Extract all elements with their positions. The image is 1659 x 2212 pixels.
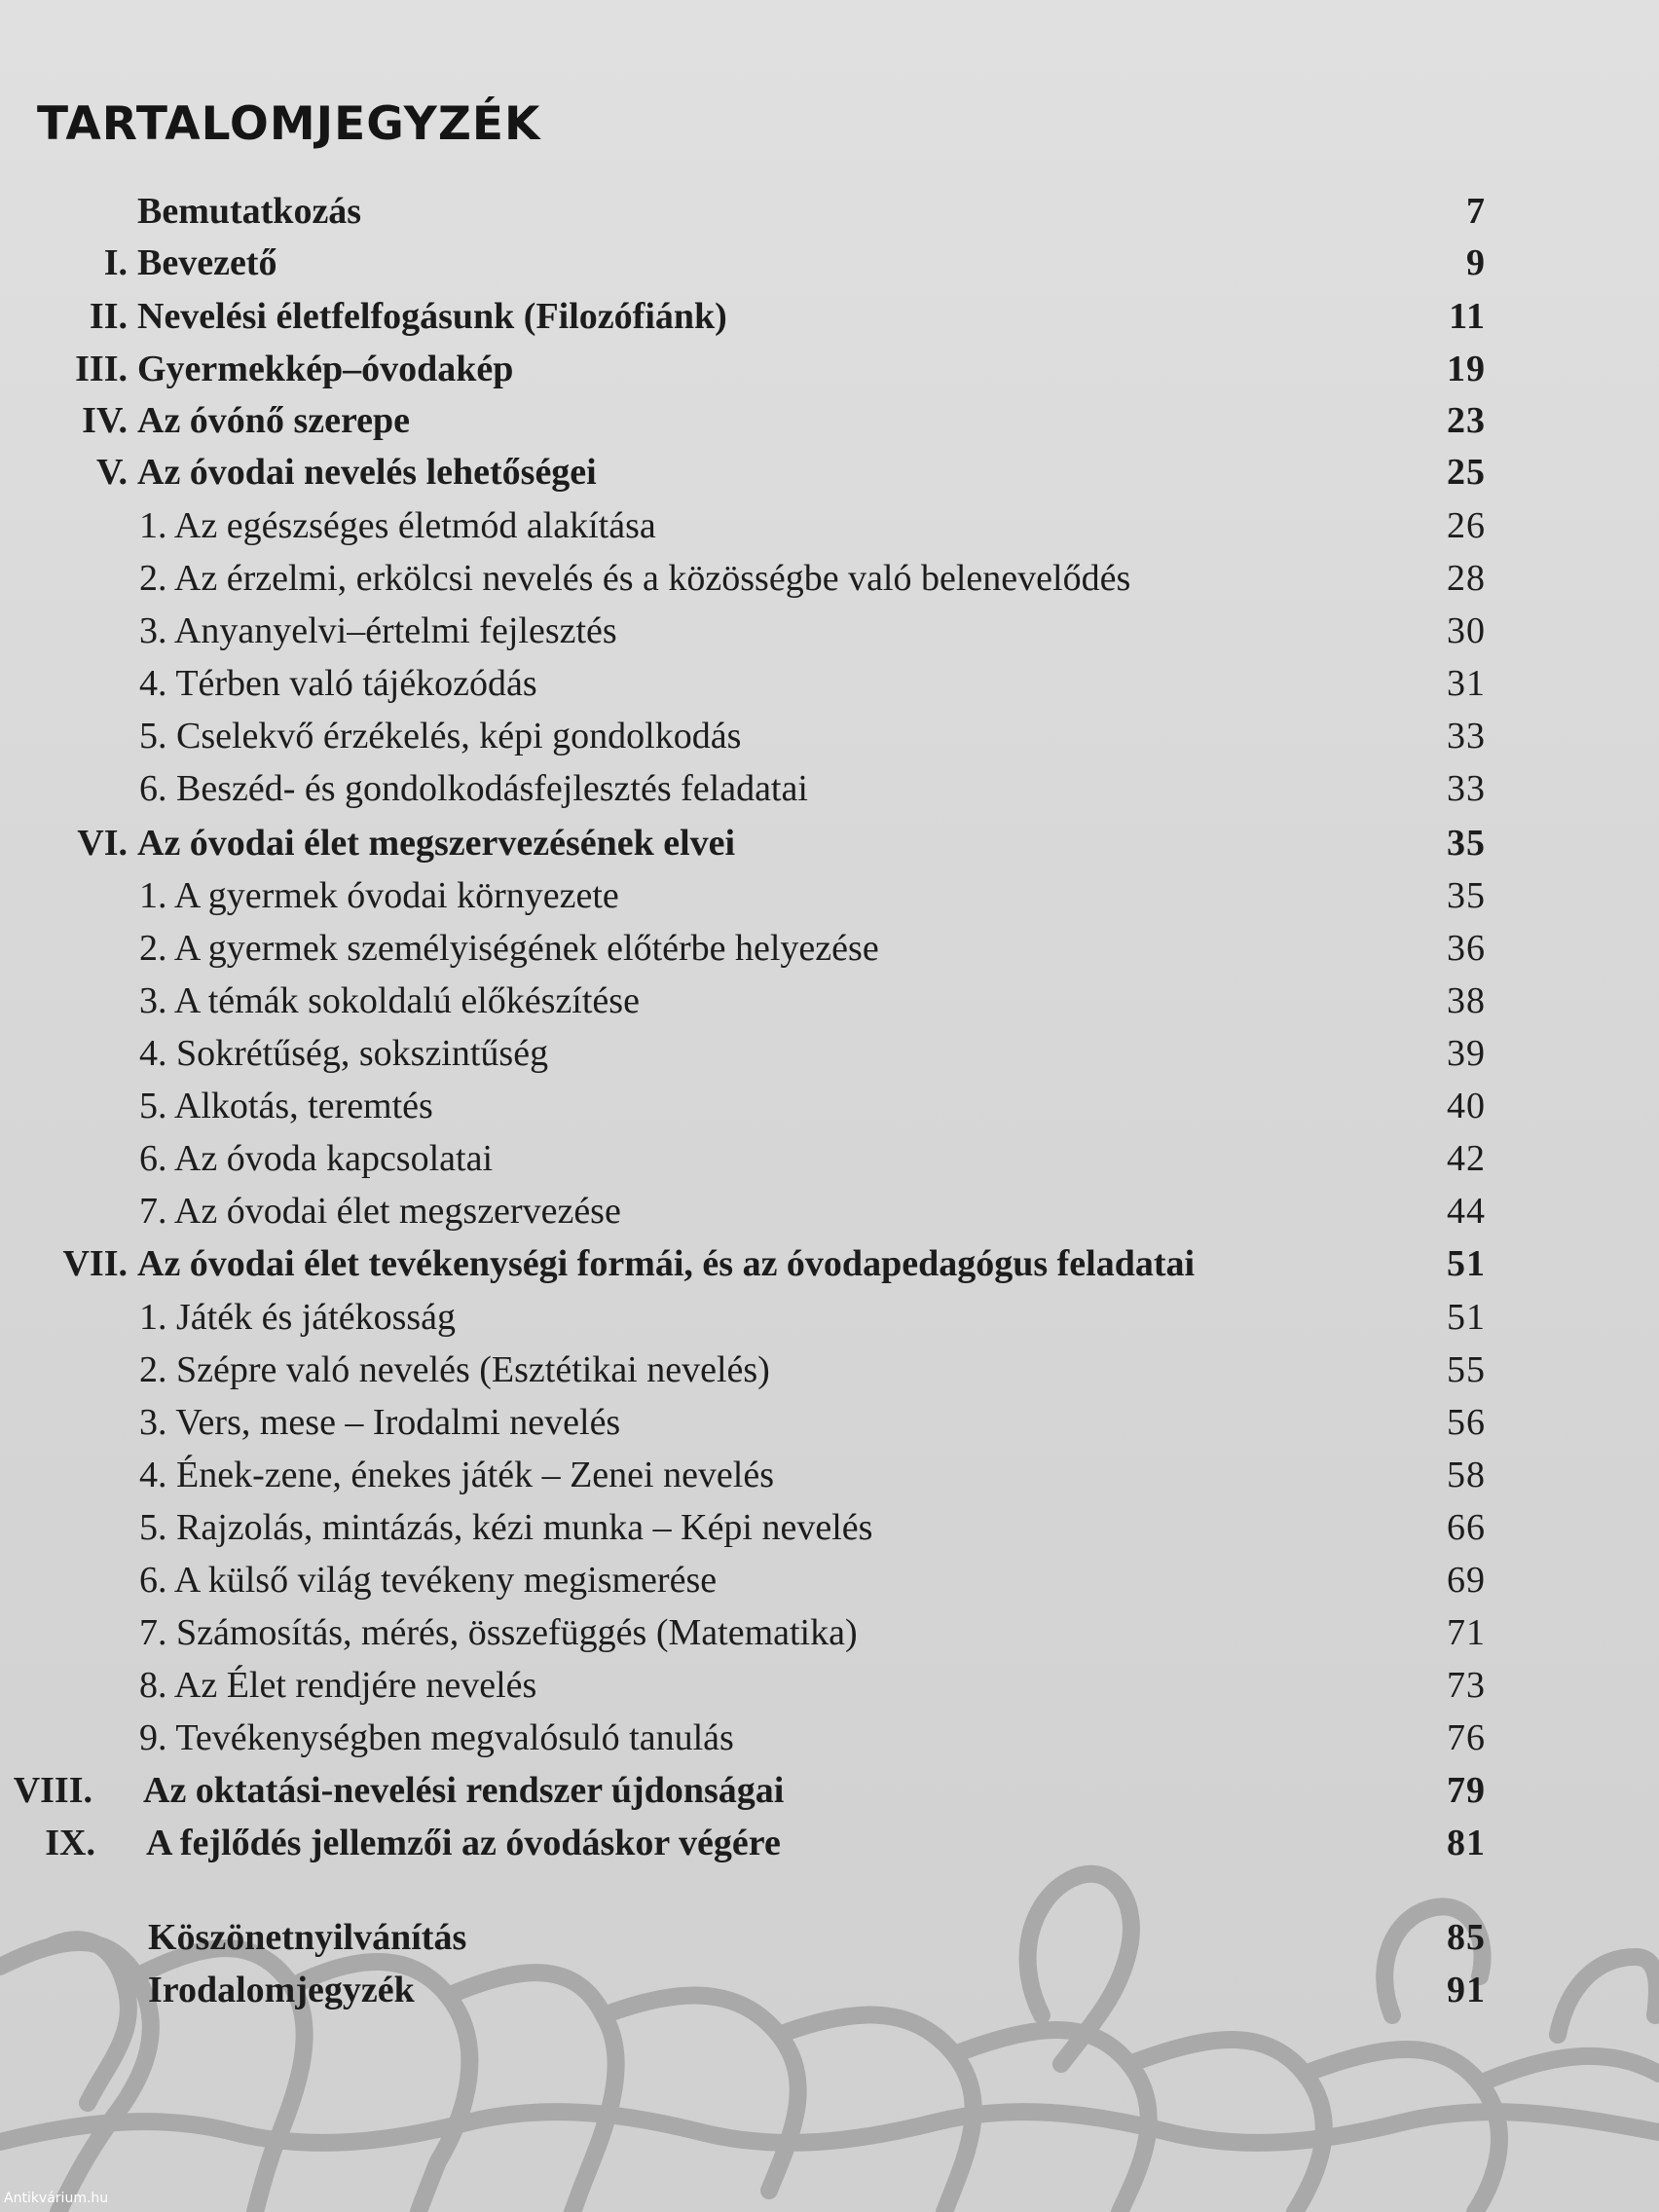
toc-entry-title: Az óvodai élet tevékenységi formái, és az óvodapedagógus feladatai [137, 1243, 1196, 1284]
toc-page-number: 71 [1447, 1612, 1486, 1653]
toc-page-number: 55 [1447, 1349, 1486, 1390]
toc-page-number: 9 [1466, 242, 1486, 283]
toc-subsection-row [0, 869, 1659, 922]
toc-subsection-row [0, 1554, 1659, 1606]
toc-chapter-row [0, 290, 1659, 343]
toc-chapter-row [0, 446, 1659, 498]
toc-page-number: 23 [1447, 400, 1486, 441]
toc-subsection-row [0, 710, 1659, 762]
toc-entry-title: 3. Vers, mese – Irodalmi nevelés [139, 1402, 621, 1443]
toc-entry-title: 5. Alkotás, teremtés [139, 1086, 433, 1126]
toc-page-number: 25 [1447, 452, 1486, 493]
toc-page-number: 31 [1447, 663, 1486, 704]
toc-entry-title: 2. A gyermek személyiségének előtérbe helyezése [139, 928, 879, 969]
toc-page-number: 91 [1447, 1970, 1486, 2010]
toc-chapter-row [0, 817, 1659, 869]
toc-entry-title: 6. A külső világ tevékeny megismerése [139, 1560, 718, 1601]
toc-page-number: 36 [1447, 928, 1486, 969]
toc-page-number: 33 [1447, 716, 1486, 756]
toc-page-number: 85 [1447, 1917, 1486, 1958]
toc-page-number: 51 [1447, 1243, 1486, 1284]
toc-page-number: 56 [1447, 1402, 1486, 1443]
toc-page-number: 42 [1447, 1138, 1486, 1179]
toc-entry-title: 2. Szépre való nevelés (Esztétikai nevelés) [139, 1349, 770, 1390]
toc-chapter-number: IX. [45, 1823, 95, 1863]
toc-entry-title: 9. Tevékenységben megvalósuló tanulás [139, 1717, 734, 1758]
toc-chapter-row [0, 1237, 1659, 1290]
toc-entry-title: Az óvodai nevelés lehetőségei [137, 452, 597, 493]
toc-page-number: 44 [1447, 1191, 1486, 1232]
toc-entry-title: 4. Térben való tájékozódás [139, 663, 537, 704]
toc-entry-title: Köszönetnyilvánítás [148, 1917, 467, 1958]
toc-chapter-number: VIII. [13, 1770, 92, 1811]
toc-subsection-row [0, 552, 1659, 605]
toc-subsection-row [0, 1080, 1659, 1132]
toc-entry-title: 5. Rajzolás, mintázás, kézi munka – Képi nevelés [139, 1507, 873, 1548]
toc-subsection-row [0, 1185, 1659, 1237]
toc-page-number: 11 [1449, 296, 1486, 337]
toc-entry-title: 5. Cselekvő érzékelés, képi gondolkodás [139, 716, 742, 756]
toc-subsection-row [0, 1291, 1659, 1344]
toc-chapter-row [0, 394, 1659, 447]
toc-chapter-row [0, 1817, 1659, 1869]
toc-chapter-row [0, 343, 1659, 395]
toc-page-number: 38 [1447, 980, 1486, 1021]
toc-subsection-row [0, 1659, 1659, 1712]
toc-entry-title: 1. Az egészséges életmód alakítása [139, 505, 656, 546]
toc-chapter-number: VI. [77, 823, 128, 864]
toc-subsection-row [0, 499, 1659, 552]
toc-subsection-row [0, 1712, 1659, 1764]
toc-subsection-row [0, 1501, 1659, 1554]
toc-entry-title: Gyermekkép–óvodakép [137, 349, 514, 389]
toc-chapter-row [0, 1911, 1659, 1964]
toc-page-number: 35 [1447, 875, 1486, 916]
toc-page-number: 73 [1447, 1665, 1486, 1706]
toc-entry-title: Az óvónő szerepe [137, 400, 411, 441]
toc-entry-title: Az oktatási-nevelési rendszer újdonságai [143, 1770, 785, 1811]
toc-page-number: 33 [1447, 768, 1486, 809]
toc-entry-title: 1. Játék és játékosság [139, 1297, 457, 1338]
toc-entry-title: Az óvodai élet megszervezésének elvei [137, 823, 736, 864]
toc-chapter-number: VII. [62, 1243, 128, 1284]
toc-subsection-row [0, 1344, 1659, 1396]
toc-subsection-row [0, 1027, 1659, 1080]
toc-page-number: 39 [1447, 1033, 1486, 1074]
paper-doll-garland-illustration [0, 1821, 1659, 2212]
toc-chapter-number: III. [75, 349, 128, 389]
toc-chapter-row [0, 1764, 1659, 1817]
watermark-text: Antikvárium.hu [4, 2191, 109, 2206]
toc-entry-title: Irodalomjegyzék [148, 1970, 415, 2010]
toc-entry-title: 7. Számosítás, mérés, összefüggés (Matematika) [139, 1612, 858, 1653]
toc-entry-title: Nevelési életfelfogásunk (Filozófiánk) [137, 296, 727, 337]
toc-subsection-row [0, 1449, 1659, 1501]
toc-page-number: 58 [1447, 1455, 1486, 1495]
toc-subsection-row [0, 605, 1659, 657]
toc-page-number: 76 [1447, 1717, 1486, 1758]
toc-page-number: 69 [1447, 1560, 1486, 1601]
toc-page-number: 30 [1447, 610, 1486, 651]
toc-page-number: 28 [1447, 558, 1486, 599]
toc-subsection-row [0, 1132, 1659, 1185]
toc-chapter-row [0, 1964, 1659, 2016]
toc-page-number: 19 [1447, 349, 1486, 389]
toc-chapter-number: I. [103, 242, 128, 283]
toc-entry-title: Bemutatkozás [137, 191, 362, 232]
toc-entry-title: 1. A gyermek óvodai környezete [139, 875, 619, 916]
page-title: TARTALOMJEGYZÉK [37, 97, 541, 151]
toc-entry-title: A fejlődés jellemzői az óvodáskor végére [146, 1823, 781, 1863]
toc-page-number: 81 [1447, 1823, 1486, 1863]
toc-subsection-row [0, 922, 1659, 975]
toc-subsection-row [0, 1396, 1659, 1449]
toc-entry-title: 2. Az érzelmi, erkölcsi nevelés és a közösségbe való belenevelődés [139, 558, 1131, 599]
toc-chapter-number: IV. [82, 400, 128, 441]
toc-chapter-row [0, 237, 1659, 289]
toc-entry-title: 8. Az Élet rendjére nevelés [139, 1665, 537, 1706]
toc-page-number: 7 [1466, 191, 1486, 232]
toc-entry-title: Bevezető [137, 242, 277, 283]
toc-entry-title: 6. Az óvoda kapcsolatai [139, 1138, 494, 1179]
toc-page-number: 66 [1447, 1507, 1486, 1548]
toc-page-number: 79 [1447, 1770, 1486, 1811]
toc-chapter-number: V. [95, 452, 128, 493]
toc-chapter-number: II. [89, 296, 128, 337]
toc-page-number: 26 [1447, 505, 1486, 546]
toc-entry-title: 6. Beszéd- és gondolkodásfejlesztés feladatai [139, 768, 808, 809]
toc-entry-title: 3. A témák sokoldalú előkészítése [139, 980, 640, 1021]
toc-subsection-row [0, 762, 1659, 815]
toc-page-number: 35 [1447, 823, 1486, 864]
toc-chapter-row [0, 185, 1659, 238]
toc-page-number: 51 [1447, 1297, 1486, 1338]
toc-subsection-row [0, 657, 1659, 710]
toc-subsection-row [0, 1606, 1659, 1659]
toc-subsection-row [0, 975, 1659, 1027]
toc-entry-title: 3. Anyanyelvi–értelmi fejlesztés [139, 610, 617, 651]
toc-page-number: 40 [1447, 1086, 1486, 1126]
toc-entry-title: 4. Sokrétűség, sokszintűség [139, 1033, 549, 1074]
toc-entry-title: 4. Ének-zene, énekes játék – Zenei nevelés [139, 1455, 775, 1495]
toc-entry-title: 7. Az óvodai élet megszervezése [139, 1191, 621, 1232]
